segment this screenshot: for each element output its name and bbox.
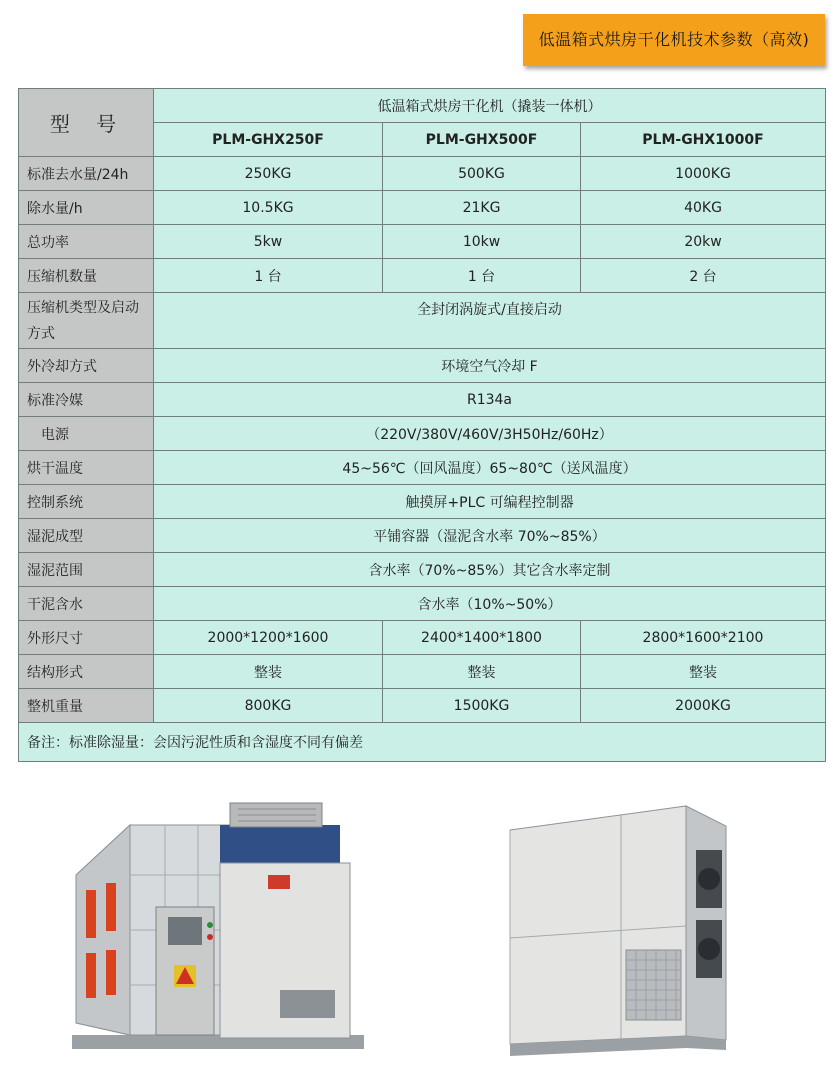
row-label: 外冷却方式: [19, 349, 154, 383]
table-cell: 整装: [383, 655, 581, 689]
table-row: [19, 519, 826, 553]
model-header: PLM-GHX1000F: [581, 123, 826, 157]
table-row: [19, 553, 826, 587]
table-cell: （220V/380V/460V/3H50Hz/60Hz）: [154, 417, 826, 451]
row-label: 压缩机类型及启动方式: [19, 293, 154, 349]
table-cell: 触摸屏+PLC 可编程控制器: [154, 485, 826, 519]
table-row: [19, 293, 826, 349]
table-cell: 1500KG: [383, 689, 581, 723]
row-label: 湿泥范围: [19, 553, 154, 587]
box-dryer-photo: [506, 800, 762, 1062]
table-cell: 平铺容器（湿泥含水率 70%~85%）: [154, 519, 826, 553]
row-label: 标准冷媒: [19, 383, 154, 417]
table-row: [19, 191, 826, 225]
row-label: 除水量/h: [19, 191, 154, 225]
table-cell: 2800*1600*2100: [581, 621, 826, 655]
table-row: [19, 383, 826, 417]
table-cell: 全封闭涡旋式/直接启动: [154, 293, 826, 349]
table-cell: 环境空气冷却 F: [154, 349, 826, 383]
table-cell: 1000KG: [581, 157, 826, 191]
table-cell: 含水率（70%~85%）其它含水率定制: [154, 553, 826, 587]
table-cell: 40KG: [581, 191, 826, 225]
row-label: 电源: [19, 417, 154, 451]
table-cell: 800KG: [154, 689, 383, 723]
model-header: PLM-GHX500F: [383, 123, 581, 157]
model-header: PLM-GHX250F: [154, 123, 383, 157]
table-cell: 10kw: [383, 225, 581, 259]
table-row: [19, 485, 826, 519]
table-row: [19, 621, 826, 655]
table-cell: 5kw: [154, 225, 383, 259]
table-cell: 10.5KG: [154, 191, 383, 225]
table-row: [19, 723, 826, 762]
table-cell: 500KG: [383, 157, 581, 191]
table-cell: 20kw: [581, 225, 826, 259]
row-label: 整机重量: [19, 689, 154, 723]
table-row: [19, 259, 826, 293]
table-note: 备注：标准除湿量：会因污泥性质和含湿度不同有偏差: [19, 723, 826, 762]
table-row: [19, 417, 826, 451]
row-label: 烘干温度: [19, 451, 154, 485]
table-cell: 1 台: [154, 259, 383, 293]
table-cell: 2000*1200*1600: [154, 621, 383, 655]
product-name: 低温箱式烘房干化机（撬装一体机）: [154, 89, 826, 123]
table-cell: 2000KG: [581, 689, 826, 723]
row-label: 总功率: [19, 225, 154, 259]
table-row: [19, 655, 826, 689]
row-label: 控制系统: [19, 485, 154, 519]
table-cell: 2400*1400*1800: [383, 621, 581, 655]
row-label: 湿泥成型: [19, 519, 154, 553]
table-row: [19, 89, 826, 123]
table-cell: 含水率（10%~50%）: [154, 587, 826, 621]
table-row: [19, 451, 826, 485]
skid-dryer-photo: [70, 795, 370, 1060]
table-cell: 250KG: [154, 157, 383, 191]
table-cell: 21KG: [383, 191, 581, 225]
table-row: [19, 587, 826, 621]
table-cell: 整装: [154, 655, 383, 689]
table-cell: 1 台: [383, 259, 581, 293]
table-row: [19, 689, 826, 723]
model-label: 型 号: [19, 89, 154, 157]
spec-table: [18, 88, 826, 762]
table-row: [19, 225, 826, 259]
page-title-banner: 低温箱式烘房干化机技术参数（高效): [523, 14, 825, 66]
table-cell: 整装: [581, 655, 826, 689]
table-cell: 2 台: [581, 259, 826, 293]
row-label: 结构形式: [19, 655, 154, 689]
table-cell: 45~56℃（回风温度）65~80℃（送风温度）: [154, 451, 826, 485]
row-label: 压缩机数量: [19, 259, 154, 293]
row-label: 干泥含水: [19, 587, 154, 621]
row-label: 标准去水量/24h: [19, 157, 154, 191]
row-label: 外形尺寸: [19, 621, 154, 655]
table-cell: R134a: [154, 383, 826, 417]
table-row: [19, 157, 826, 191]
table-row: [19, 349, 826, 383]
